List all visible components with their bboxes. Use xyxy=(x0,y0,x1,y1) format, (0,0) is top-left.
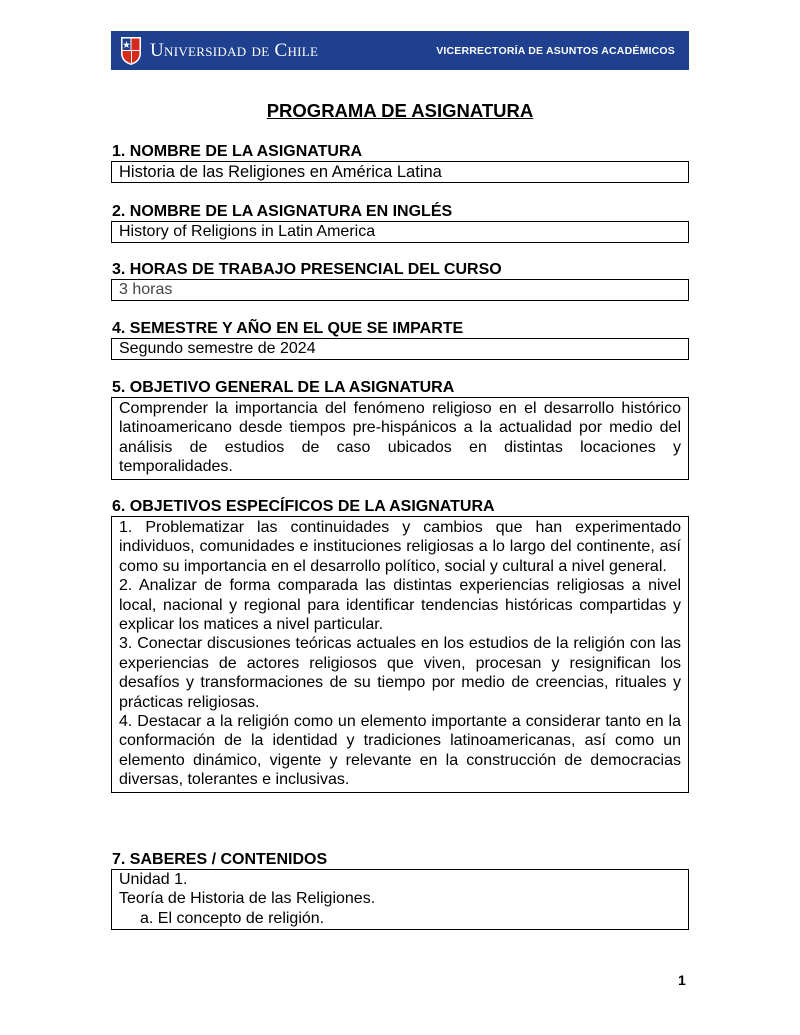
section-specific-objectives xyxy=(111,498,689,793)
section-heading: 4. SEMESTRE Y AÑO EN EL QUE SE IMPARTE xyxy=(112,320,464,337)
objective-item: 1. Problematizar las continuidades y cambios que han experimentado individuos, comunidades e instituciones religiosas a lo largo del continente, así como su importancia en el desarrollo político, social y cultural a nivel general. xyxy=(119,519,681,575)
university-name: Universidad de Chile xyxy=(150,39,319,61)
objective-item: 3. Conectar discusiones teóricas actuales en los estudios de la religión con las experiencias de actores religiosos que viven, procesan y resignifican los desafíos y transformaciones de su tiempo por medio de creencias, rituales y prácticas religiosas. xyxy=(119,635,681,711)
content-line: a. El concepto de religión. xyxy=(140,909,325,927)
objective-item: 2. Analizar de forma comparada las distintas experiencias religiosas a nivel local, nacional y regional para identificar tendencias históricas compartidas y explicar los matices a nivel particular. xyxy=(119,577,681,634)
hours-value: 3 horas xyxy=(111,279,689,301)
section-heading: 5. OBJETIVO GENERAL DE LA ASIGNATURA xyxy=(112,379,455,396)
header-banner xyxy=(111,31,689,70)
section-heading: 6. OBJETIVOS ESPECÍFICOS DE LA ASIGNATURA xyxy=(112,498,495,515)
section-course-name xyxy=(111,143,689,183)
section-course-name-english xyxy=(111,203,689,243)
general-objective-box xyxy=(111,397,689,480)
content-line: Unidad 1. xyxy=(119,871,188,888)
university-crest-icon xyxy=(119,36,143,66)
section-general-objective xyxy=(111,379,689,480)
semester-value: Segundo semestre de 2024 xyxy=(111,338,689,360)
university-brand xyxy=(119,36,318,66)
content-line: Teoría de Historia de las Religiones. xyxy=(119,890,376,908)
section-hours xyxy=(111,261,689,301)
office-name: VICERRECTORÍA DE ASUNTOS ACADÉMICOS xyxy=(436,44,675,57)
contents-box xyxy=(111,869,689,930)
page-number: 1 xyxy=(678,972,686,988)
course-name-value: Historia de las Religiones en América Latina xyxy=(111,161,689,183)
section-heading: 3. HORAS DE TRABAJO PRESENCIAL DEL CURSO xyxy=(112,261,502,278)
objective-item: 4. Destacar a la religión como un elemento importante a considerar tanto en la conformación de la identidad y tradiciones latinoamericanas, así como un elemento dinámico, vigente y relevante en la construcción de democracias diversas, tolerantes e inclusivas. xyxy=(119,713,681,789)
section-contents xyxy=(111,851,689,930)
specific-objectives-box xyxy=(111,516,689,793)
course-name-english-value: History of Religions in Latin America xyxy=(111,221,689,243)
general-objective-text: Comprender la importancia del fenómeno religioso en el desarrollo histórico latinoamericano desde tiempos pre-hispánicos a la actualidad por medio del análisis de estudios de caso ubicados en distintas locaciones y temporalidades. xyxy=(119,400,681,476)
section-heading: 1. NOMBRE DE LA ASIGNATURA xyxy=(112,143,363,160)
section-semester xyxy=(111,320,689,360)
page-title: PROGRAMA DE ASIGNATURA xyxy=(266,100,534,121)
section-heading: 2. NOMBRE DE LA ASIGNATURA EN INGLÉS xyxy=(112,203,453,220)
section-heading: 7. SABERES / CONTENIDOS xyxy=(112,851,328,868)
